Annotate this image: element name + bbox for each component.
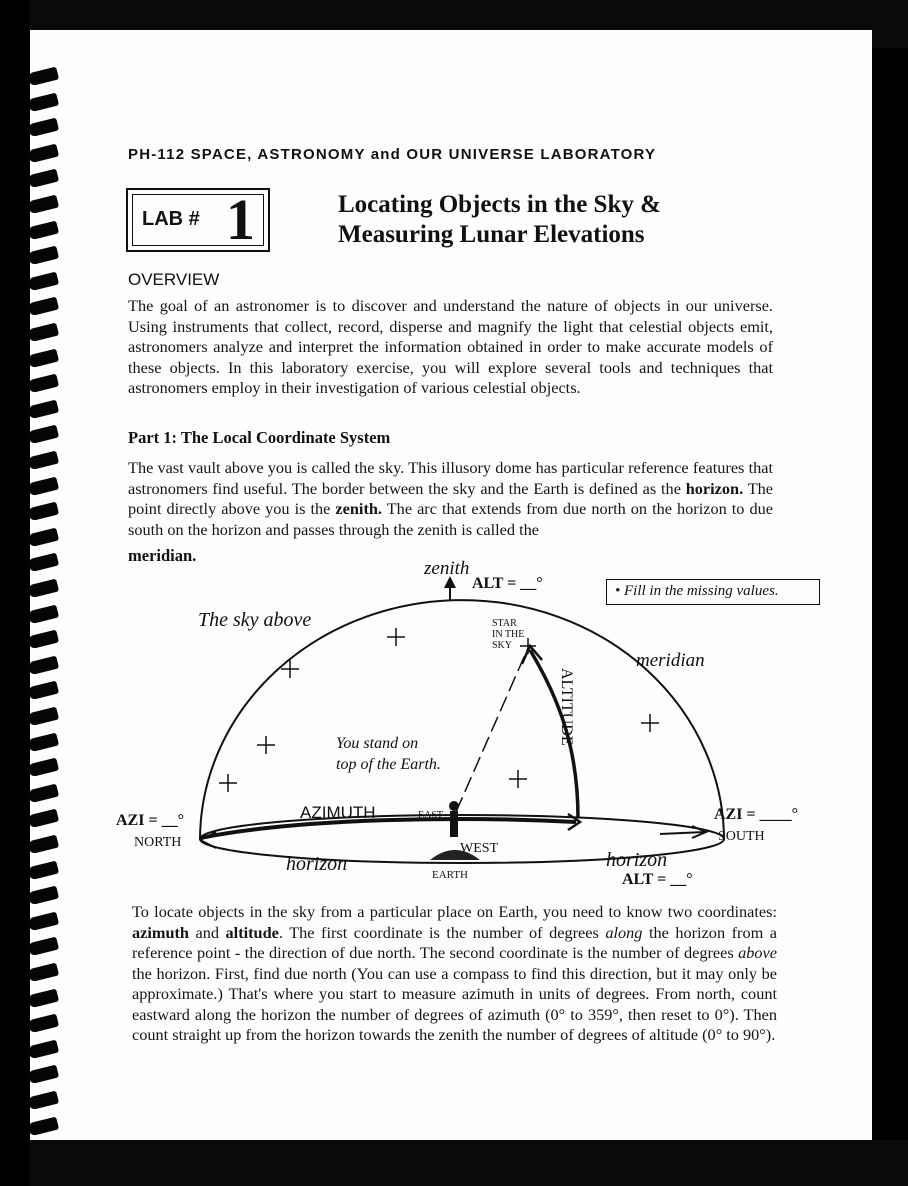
binding-ring xyxy=(27,1065,59,1085)
binding-ring xyxy=(27,911,59,931)
lab-number: 1 xyxy=(226,187,255,252)
term-azimuth: azimuth xyxy=(132,922,189,942)
star-mark xyxy=(219,774,237,792)
binding-ring xyxy=(27,783,59,803)
binding-ring xyxy=(27,323,59,343)
term-altitude: altitude xyxy=(225,922,279,942)
term-horizon: horizon. xyxy=(685,478,744,498)
binding-ring xyxy=(27,809,59,829)
overview-heading: OVERVIEW xyxy=(128,270,220,289)
label-star-1: STAR xyxy=(492,618,517,629)
binding-ring xyxy=(27,476,59,496)
binding-ring xyxy=(27,988,59,1008)
label-you-stand-1: You stand on xyxy=(336,735,419,752)
binding-ring xyxy=(27,67,59,87)
star-mark xyxy=(641,714,659,732)
fill-in-note: • Fill in the missing values. xyxy=(606,579,820,605)
binding-ring xyxy=(27,937,59,957)
lab-number-box xyxy=(126,188,270,252)
binding-ring xyxy=(27,732,59,752)
title-line-2: Measuring Lunar Elevations xyxy=(338,221,645,248)
label-sky-above: The sky above xyxy=(198,609,312,631)
label-meridian: meridian xyxy=(636,650,705,671)
binding-ring xyxy=(27,246,59,266)
binding-ring xyxy=(27,1116,59,1136)
lab-title xyxy=(338,190,661,250)
binding-ring xyxy=(27,707,59,727)
binding-ring xyxy=(27,143,59,163)
binding-ring xyxy=(27,195,59,215)
label-star-3: SKY xyxy=(492,640,513,651)
term-above: above xyxy=(738,943,777,962)
binding-ring xyxy=(27,527,59,547)
south-line xyxy=(660,832,705,834)
line-of-sight xyxy=(456,648,528,812)
binding-ring xyxy=(27,220,59,240)
binding-ring xyxy=(27,758,59,778)
binding-ring xyxy=(27,399,59,419)
label-north: NORTH xyxy=(134,835,182,850)
course-header: PH-112 SPACE, ASTRONOMY and OUR UNIVERSE LABORATORY xyxy=(128,146,657,163)
label-you-stand-2: top of the Earth. xyxy=(336,756,441,773)
star-mark xyxy=(387,628,405,646)
binding-ring xyxy=(27,579,59,599)
label-azi-left: AZI = __° xyxy=(116,812,184,829)
binding-ring xyxy=(27,655,59,675)
binding-ring xyxy=(27,553,59,573)
label-west: WEST xyxy=(460,841,499,856)
lab-label: LAB # xyxy=(142,208,200,230)
term-meridian: meridian. xyxy=(128,546,197,565)
label-horizon-left: horizon xyxy=(286,853,348,875)
star-mark xyxy=(257,736,275,754)
observer-figure xyxy=(449,801,459,837)
binding-ring xyxy=(27,92,59,112)
binding-ring xyxy=(27,451,59,471)
closing-paragraph: To locate objects in the sky from a particular place on Earth, you need to know two coordinates: azimuth and altitude. The first coordinate is the number of degrees along the horizon from a reference point - the direction of due north. The second coordinate is the number of degrees above the horizon. First, find due north (You can use a compass to find this direction, but it may only be approximate.) That's where you start to measure azimuth in units of degrees. From north, count eastward along the horizon the number of degrees of azimuth (0° to 359°, then reset to 0°). Then count straight up from the horizon towards the zenith the number of degrees of altitude (0° to 90°). xyxy=(132,902,777,1044)
label-azimuth: AZIMUTH xyxy=(300,803,376,822)
label-star-2: IN THE xyxy=(492,629,525,640)
binding-ring xyxy=(27,886,59,906)
label-azi-right: AZI = ____° xyxy=(714,806,798,823)
binding-ring xyxy=(27,118,59,138)
label-earth: EARTH xyxy=(432,869,469,881)
label-east: EAST xyxy=(418,810,443,821)
binding-ring xyxy=(27,271,59,291)
title-line-1: Locating Objects in the Sky & xyxy=(338,191,661,218)
part1-heading: Part 1: The Local Coordinate System xyxy=(128,428,391,447)
binding-ring xyxy=(27,169,59,189)
binding-ring xyxy=(27,502,59,522)
label-alt-bottom: ALT = __° xyxy=(622,871,693,888)
scan-bottom-edge xyxy=(30,1140,908,1186)
sky-dome-diagram xyxy=(100,560,820,890)
label-horizon-right: horizon xyxy=(606,849,668,871)
sky-dome-arc xyxy=(200,600,724,840)
label-south: SOUTH xyxy=(718,829,765,844)
binding-ring xyxy=(27,425,59,445)
binding-ring xyxy=(27,963,59,983)
term-zenith: zenith. xyxy=(335,499,382,518)
binding-ring xyxy=(27,1014,59,1034)
binding-ring xyxy=(27,860,59,880)
binding-ring xyxy=(27,1039,59,1059)
binding-ring xyxy=(27,681,59,701)
spiral-binding xyxy=(0,40,62,1150)
binding-ring xyxy=(27,297,59,317)
star-mark xyxy=(509,770,527,788)
binding-ring xyxy=(27,348,59,368)
overview-paragraph: The goal of an astronomer is to discover and understand the nature of objects in our universe. Using instruments that collect, record, disperse and magnify the light that celestial objects emit, astronomers analyze and interpret the information obtained in order to make accurate models of these objects. In this laboratory exercise, you will explore several tools and techniques that astronomers employ in their investigation of various celestial objects. xyxy=(128,296,773,397)
part1-paragraph: The vast vault above you is called the sky. This illusory dome has particular reference features that astronomers find useful. The border between the sky and the Earth is defined as the horizon. The point directly above you is the zenith. The arc that extends from due north on the horizon to due south on the horizon and passes through the zenith is called the xyxy=(128,458,774,539)
label-altitude: ALTITUDE xyxy=(558,668,575,746)
label-zenith: zenith xyxy=(424,560,470,579)
term-along: along xyxy=(605,922,643,942)
binding-ring xyxy=(27,374,59,394)
azimuth-arc xyxy=(200,819,576,838)
binding-ring xyxy=(27,604,59,624)
binding-ring xyxy=(27,835,59,855)
star-mark xyxy=(281,660,299,678)
binding-ring xyxy=(27,1091,59,1111)
label-alt-top: ALT = __° xyxy=(472,575,543,592)
binding-ring xyxy=(27,630,59,650)
